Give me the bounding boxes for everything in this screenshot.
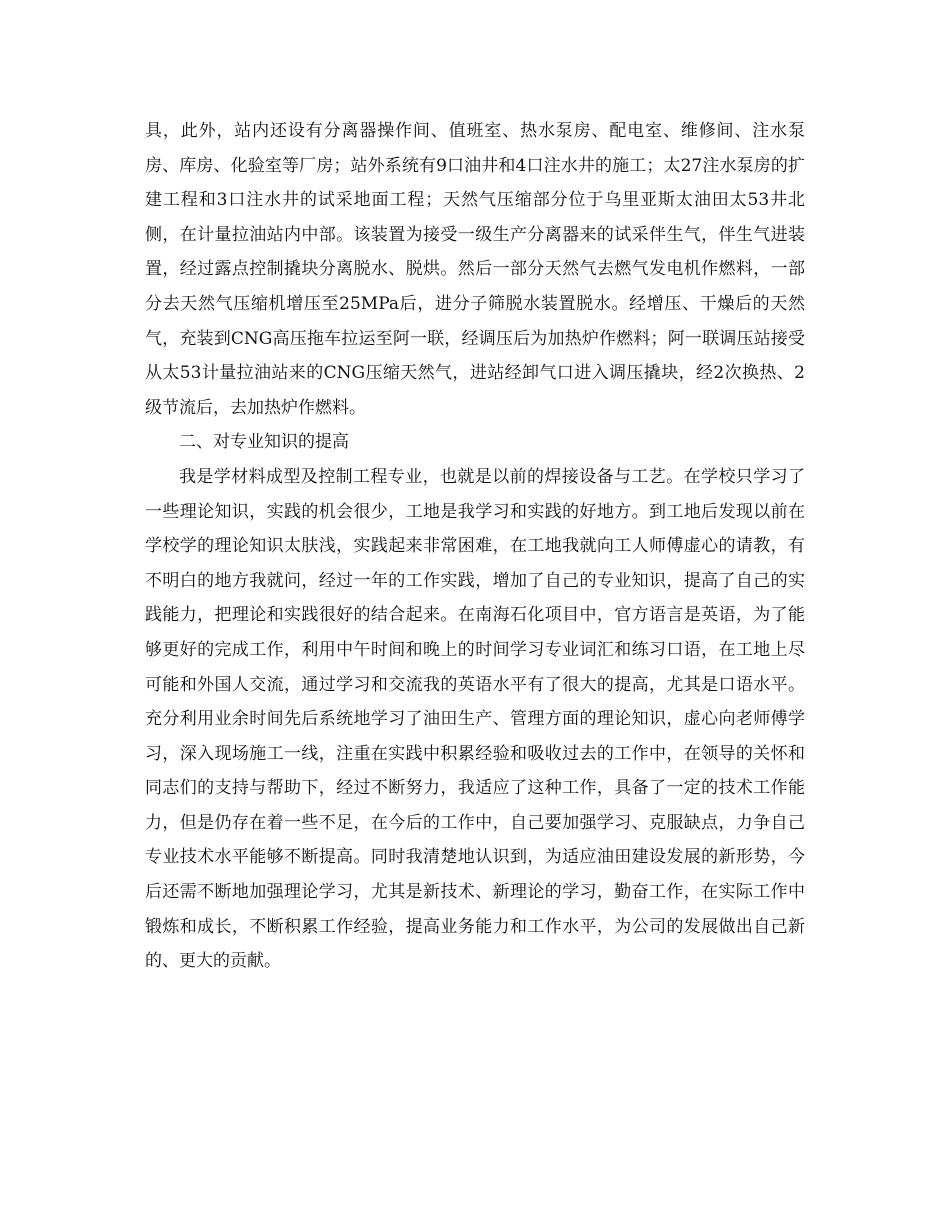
paragraph-professional-knowledge: 我是学材料成型及控制工程专业，也就是以前的焊接设备与工艺。在学校只学习了一些理论知识，实践的机会很少，工地是我学习和实践的好地方。到工地后发现以前在学校学的理论知识太肤浅，实践起来非常困难，在工地我就向工人师傅虚心的请教，有不明白的地方我就问，经过一年的工作实践，增加了自己的专业知识，提高了自己的实践能力，把理论和实践很好的结合起来。在南海石化项目中，官方语言是英语，为了能够更好的完成工作，利用中午时间和晚上的时间学习专业词汇和练习口语，在工地上尽可能和外国人交流，通过学习和交流我的英语水平有了很大的提高，尤其是口语水平。充分利用业余时间先后系统地学习了油田生产、管理方面的理论知识，虚心向老师傅学习，深入现场施工一线，注重在实践中积累经验和吸收过去的工作中，在领导的关怀和同志们的支持与帮助下，经过不断努力，我适应了这种工作，具备了一定的技术工作能力，但是仍存在着一些不足，在今后的工作中，自己要加强学习、克服缺点，力争自己专业技术水平能够不断提高。同时我清楚地认识到，为适应油田建设发展的新形势，今后还需不断地加强理论学习，尤其是新技术、新理论的学习，勤奋工作，在实际工作中锻炼和成长，不断积累工作经验，提高业务能力和工作水平，为公司的发展做出自己新的、更大的贡献。	[145, 466, 805, 972]
section-heading: 二、对专业知识的提高	[179, 432, 349, 453]
paragraph-continued: 具，此外，站内还设有分离器操作间、值班室、热水泵房、配电室、维修间、注水泵房、库房、化验室等厂房；站外系统有9口油井和4口注水井的施工；太27注水泵房的扩建工程和3口注水井的试采地面工程；天然气压缩部分位于乌里亚斯太油田太53井北侧，在计量拉油站内中部。该装置为接受一级生产分离器来的试采伴生气，伴生气进装置，经过露点控制撬块分离脱水、脱烘。然后一部分天然气去燃气发电机作燃料，一部分去天然气压缩机增压至25MPa后，进分子筛脱水装置脱水。经增压、干燥后的天然气，充装到CNG高压拖车拉运至阿一联，经调压后为加热炉作燃料；阿一联调压站接受从太53计量拉油站来的CNG压缩天然气，进站经卸气口进入调压撬块，经2次换热、2级节流后，去加热炉作燃料。	[145, 121, 805, 418]
document-body	[145, 114, 805, 979]
